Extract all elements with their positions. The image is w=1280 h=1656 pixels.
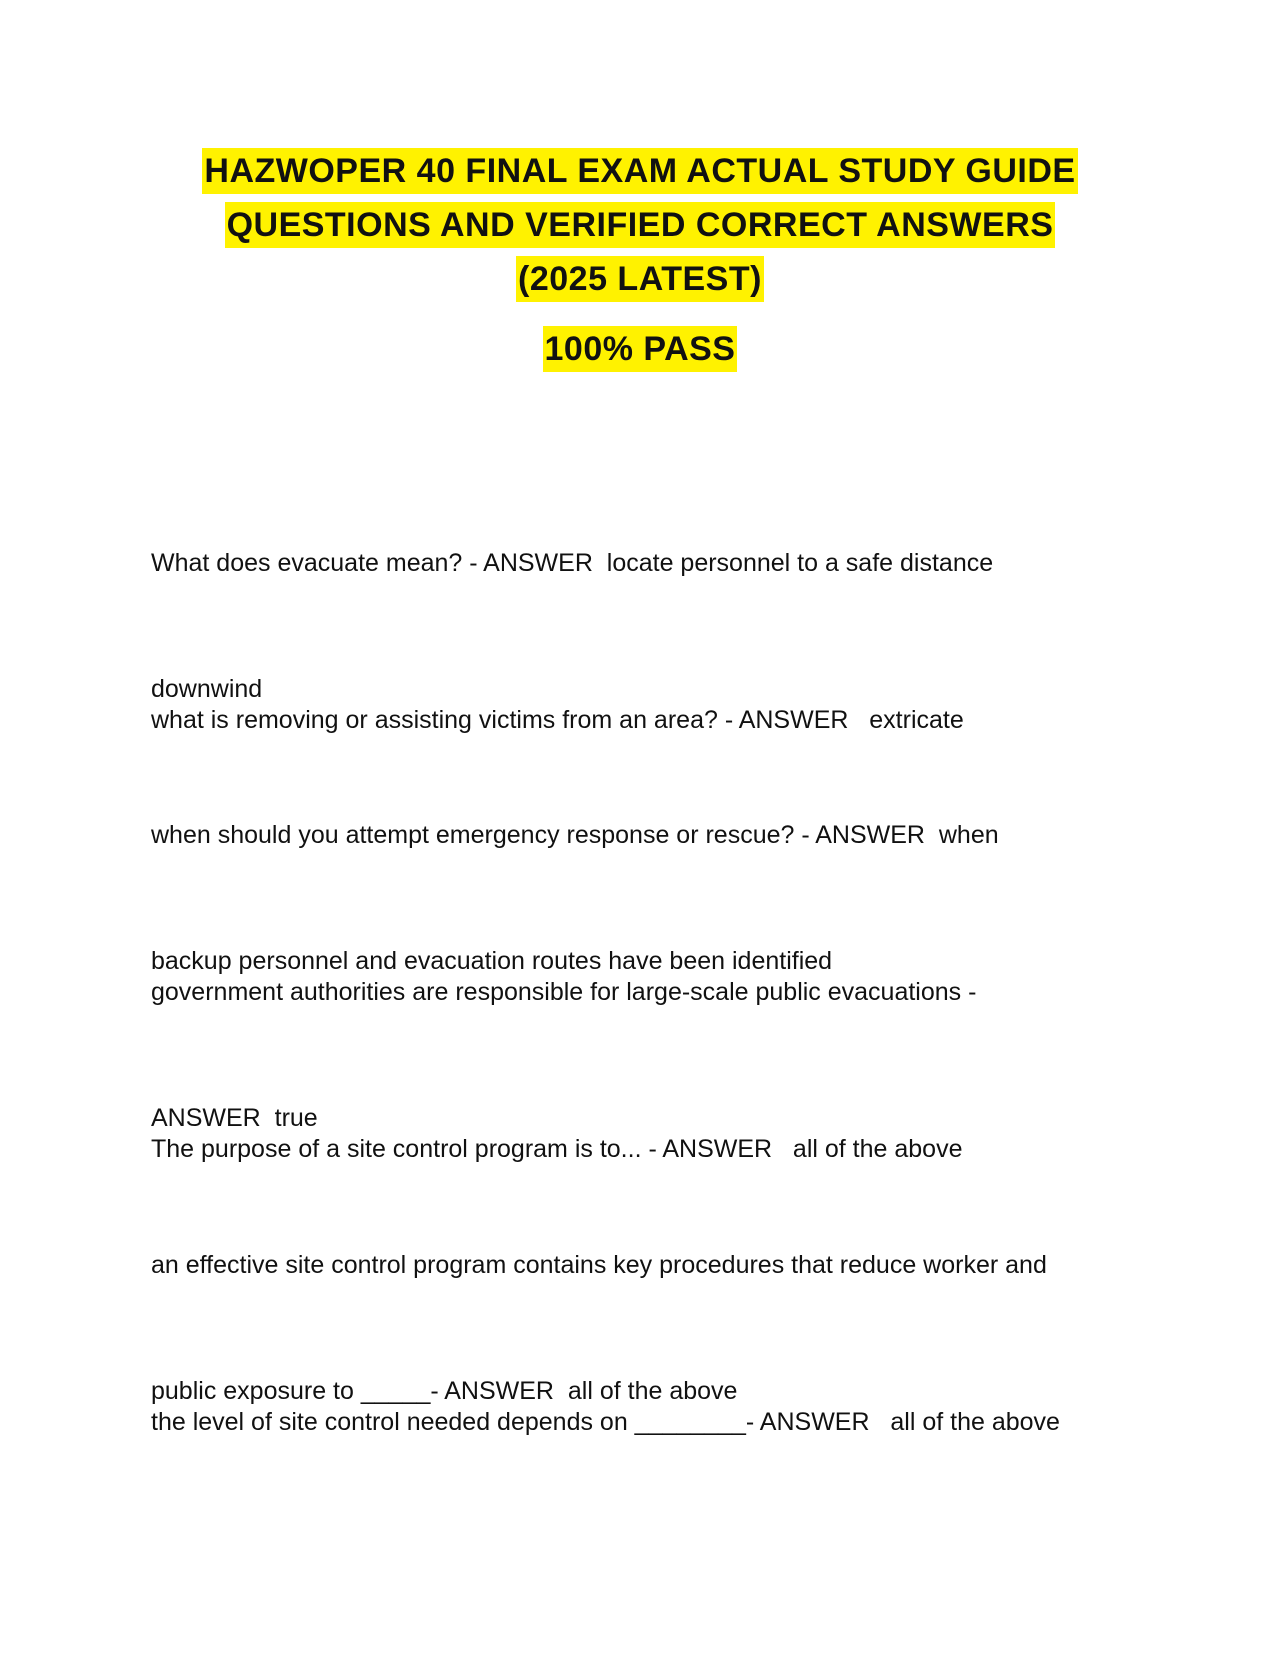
qa-item-5-line-1: The purpose of a site control program is to... - ANSWER all of the above bbox=[151, 1135, 963, 1163]
qa-item-6-line-2: public exposure to _____- ANSWER all of the above bbox=[151, 1377, 738, 1405]
qa-item-7 bbox=[151, 1317, 1131, 1527]
qa-item-1-line-1: What does evacuate mean? - ANSWER locate personnel to a safe distance bbox=[151, 549, 994, 577]
qa-item-4-line-1: government authorities are responsible for large-scale public evacuations - bbox=[151, 978, 977, 1006]
pass-line bbox=[0, 326, 1280, 380]
qa-item-7-line-1: the level of site control needed depends on ________- ANSWER all of the above bbox=[151, 1408, 1060, 1436]
title-line-2 bbox=[0, 202, 1280, 256]
qa-item-2-line-1: what is removing or assisting victims from an area? - ANSWER extricate bbox=[151, 706, 964, 734]
qa-item-3-line-1: when should you attempt emergency response or rescue? - ANSWER when bbox=[151, 821, 999, 849]
title-text-3: (2025 LATEST) bbox=[516, 256, 764, 302]
title-line-3 bbox=[0, 256, 1280, 310]
title-text-2: QUESTIONS AND VERIFIED CORRECT ANSWERS bbox=[225, 202, 1056, 248]
title-line-1 bbox=[0, 148, 1280, 202]
document-title bbox=[0, 148, 1280, 380]
qa-item-4-line-2: ANSWER true bbox=[151, 1104, 318, 1132]
qa-item-1-line-2: downwind bbox=[151, 675, 263, 703]
qa-item-6-line-1: an effective site control program contains key procedures that reduce worker and bbox=[151, 1251, 1047, 1279]
qa-item-3-line-2: backup personnel and evacuation routes have been identified bbox=[151, 947, 833, 975]
pass-label: 100% PASS bbox=[543, 326, 738, 372]
title-text-1: HAZWOPER 40 FINAL EXAM ACTUAL STUDY GUIDE bbox=[202, 148, 1077, 194]
